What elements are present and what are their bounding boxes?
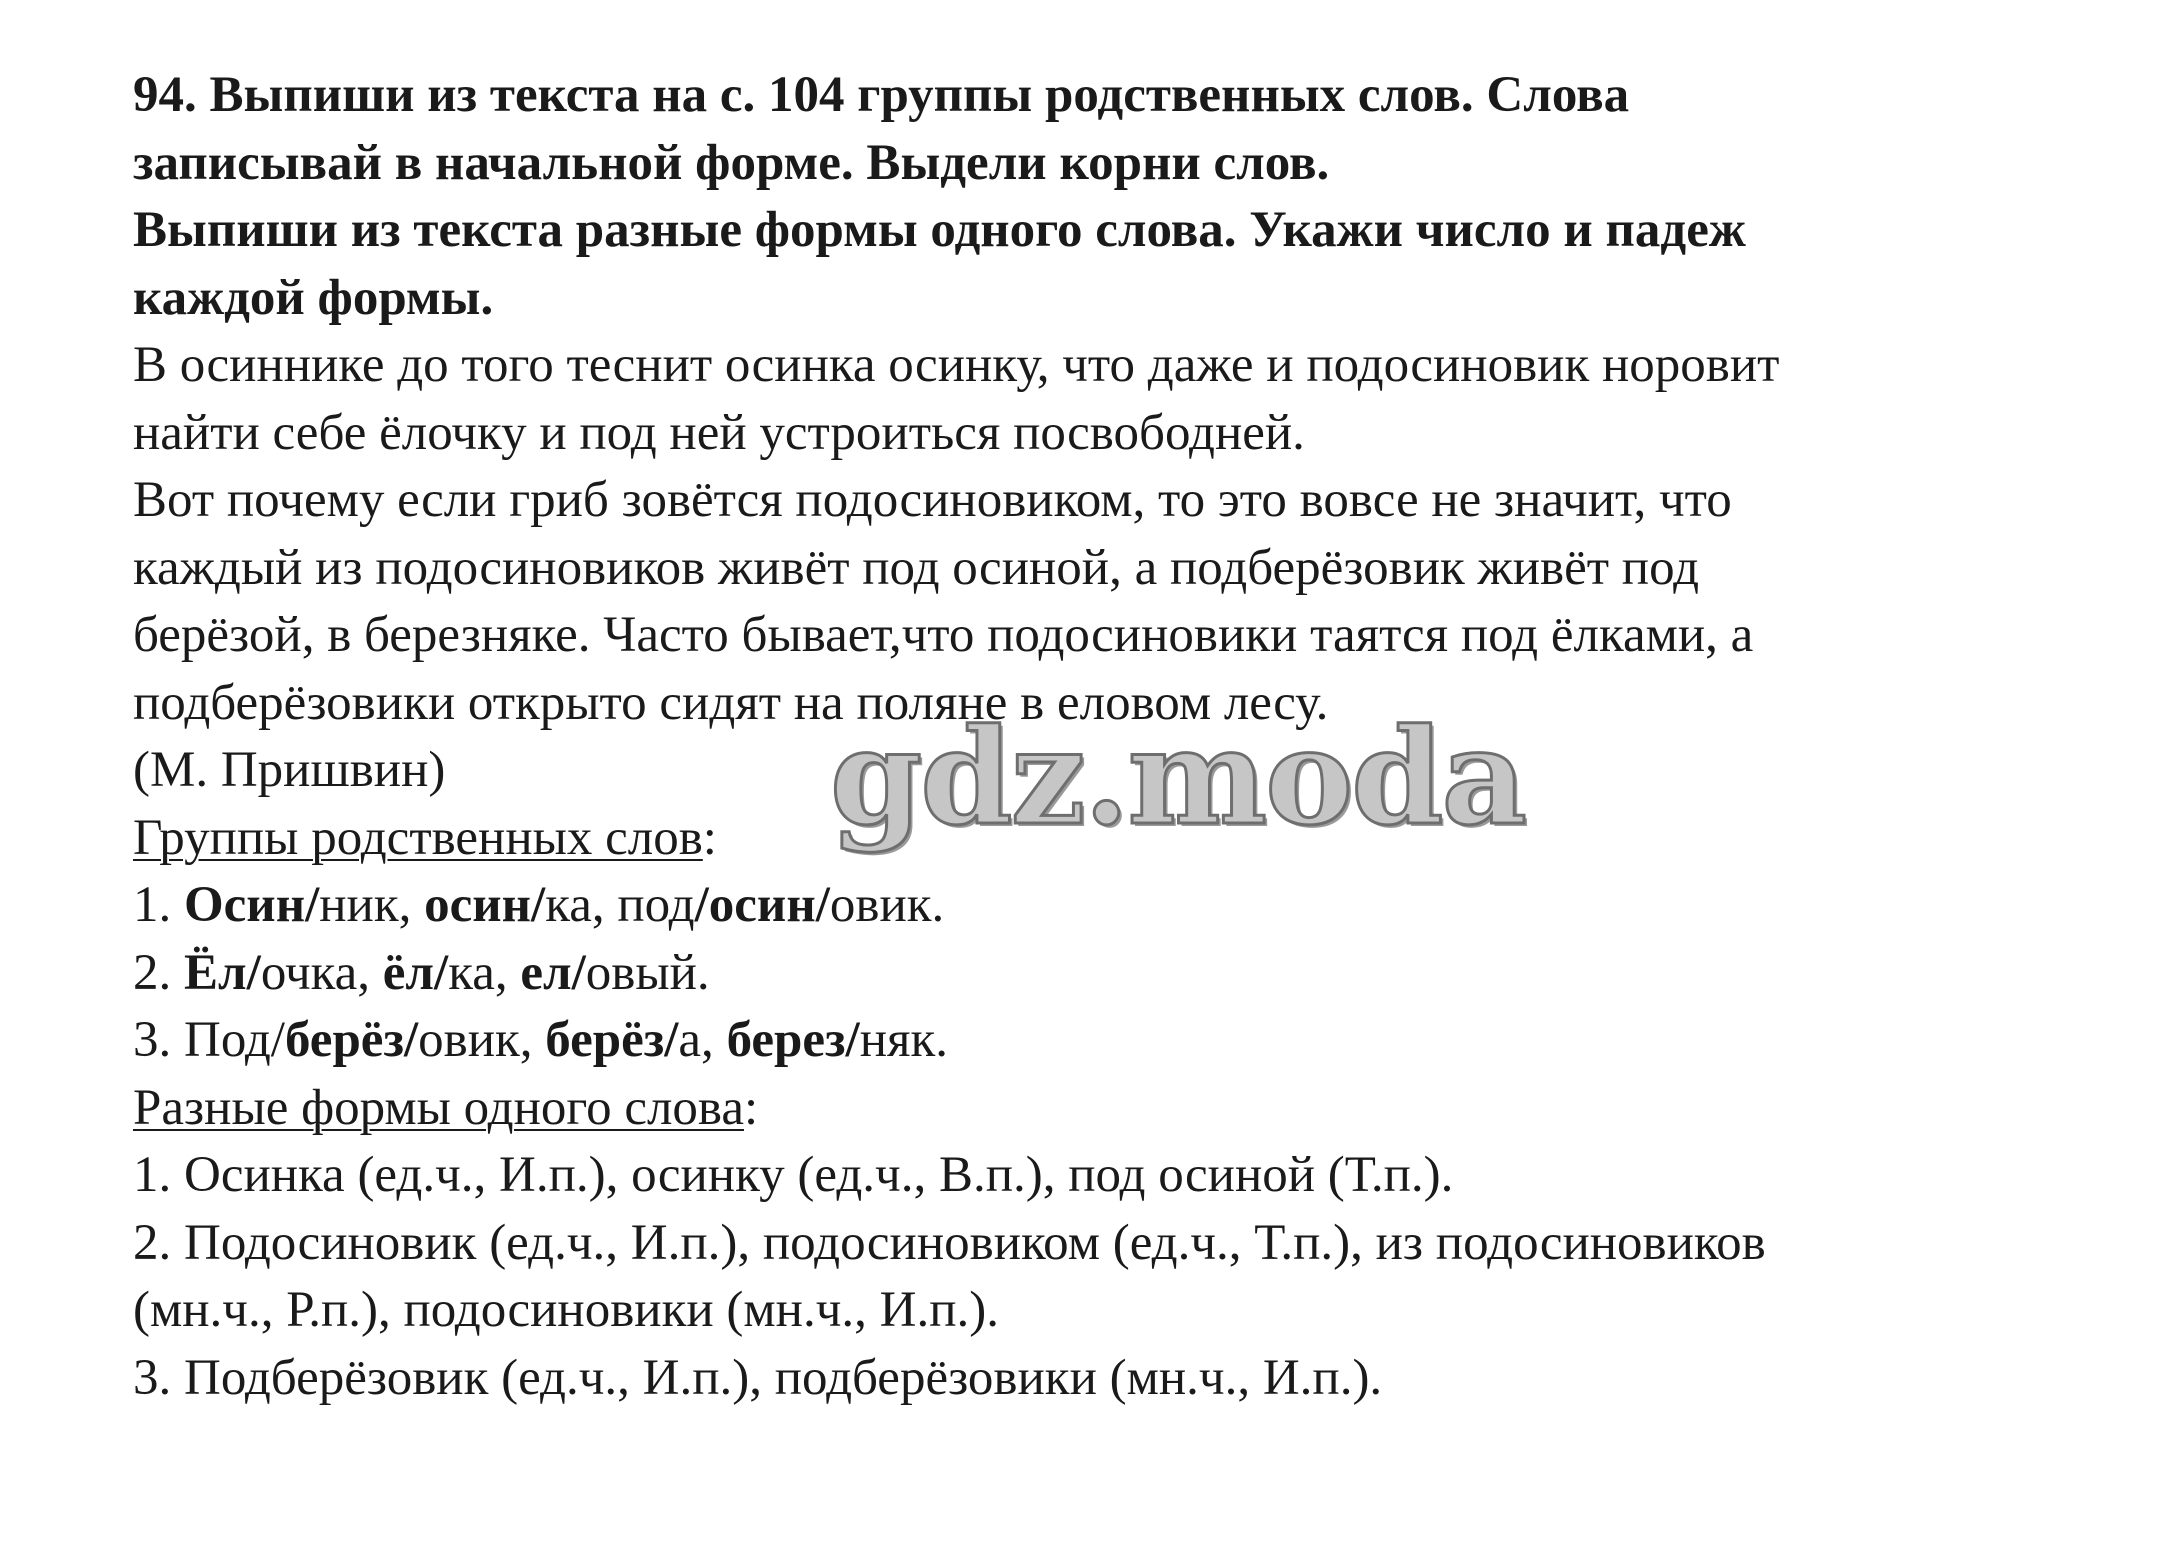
heading-colon: : bbox=[743, 1079, 759, 1136]
text-line: подберёзовики открыто сидят на поляне в еловом лесу. bbox=[133, 674, 1329, 731]
task-line: Выпиши из текста разные формы одного слова. Укажи число и падеж bbox=[133, 202, 1746, 258]
heading-text: Группы родственных слов bbox=[133, 809, 703, 866]
task-line: каждой формы. bbox=[133, 269, 494, 326]
word-forms-line: 3. Подберёзовик (ед.ч., И.п.), подберёзовики (мн.ч., И.п.). bbox=[133, 1349, 1383, 1406]
heading-colon: : bbox=[702, 809, 717, 866]
word-rest: овик. bbox=[829, 877, 945, 933]
task-line: 94. Выпиши из текста на с. 104 группы родственных слов. Слова bbox=[133, 67, 1630, 123]
text-line: найти себе ёлочку и под ней устроиться посвободней. bbox=[133, 404, 1305, 461]
item-number: 1. bbox=[133, 877, 184, 933]
text-line: В осиннике до того теснит осинка осинку, что даже и подосиновик норовит bbox=[133, 337, 1780, 393]
word-root: берез/ bbox=[726, 1012, 860, 1068]
word-root: берёз/ bbox=[545, 1012, 679, 1068]
text-line: каждый из подосиновиков живёт под осиной, а подберёзовик живёт под bbox=[133, 539, 1700, 596]
related-group-2 bbox=[133, 940, 2123, 1008]
word-root: Осин/ bbox=[184, 877, 320, 933]
word-root: осин/ bbox=[424, 877, 546, 933]
word-rest: а, bbox=[678, 1012, 727, 1068]
word-rest: ка, bbox=[448, 944, 521, 1001]
word-root: Ёл/ bbox=[184, 944, 261, 1001]
related-group-3 bbox=[133, 1007, 2123, 1075]
related-words-section bbox=[133, 805, 2123, 1075]
word-rest: ка, под bbox=[545, 877, 695, 933]
word-rest: овик, bbox=[418, 1012, 546, 1068]
word-rest: овый. bbox=[585, 944, 710, 1001]
word-rest: ник, bbox=[319, 877, 425, 933]
heading-text: Разные формы одного слова bbox=[133, 1079, 744, 1136]
text-line: берёзой, в березняке. Часто бывает,что подосиновики таятся под ёлками, а bbox=[133, 607, 1754, 663]
word-forms-line: 1. Осинка (ед.ч., И.п.), осинку (ед.ч., В.п.), под осиной (Т.п.). bbox=[133, 1147, 1454, 1203]
word-forms-section bbox=[133, 1075, 2123, 1413]
item-number: 3. Под/ bbox=[133, 1012, 285, 1068]
task-statement bbox=[133, 62, 2123, 332]
word-root: /осин/ bbox=[694, 877, 830, 933]
document-page bbox=[133, 62, 2123, 1412]
text-author: (М. Пришвин) bbox=[133, 742, 446, 798]
word-rest: няк. bbox=[859, 1012, 948, 1068]
word-root: берёз/ bbox=[284, 1012, 419, 1068]
word-rest: очка, bbox=[260, 944, 383, 1001]
word-root: ёл/ bbox=[382, 944, 449, 1001]
source-text bbox=[133, 332, 2123, 805]
word-forms-heading bbox=[133, 1075, 2123, 1143]
item-number: 2. bbox=[133, 944, 184, 1001]
word-root: ел/ bbox=[520, 944, 586, 1001]
text-line: Вот почему если гриб зовётся подосиновиком, то это вовсе не значит, что bbox=[133, 472, 1732, 528]
word-forms-line: (мн.ч., Р.п.), подосиновики (мн.ч., И.п.). bbox=[133, 1282, 999, 1338]
task-line: записывай в начальной форме. Выдели корни слов. bbox=[133, 134, 1330, 191]
related-words-heading bbox=[133, 805, 2123, 873]
related-group-1 bbox=[133, 872, 2123, 940]
word-forms-line: 2. Подосиновик (ед.ч., И.п.), подосиновиком (ед.ч., Т.п.), из подосиновиков bbox=[133, 1214, 1766, 1271]
watermark-logo: gdz.moda bbox=[830, 700, 1526, 855]
